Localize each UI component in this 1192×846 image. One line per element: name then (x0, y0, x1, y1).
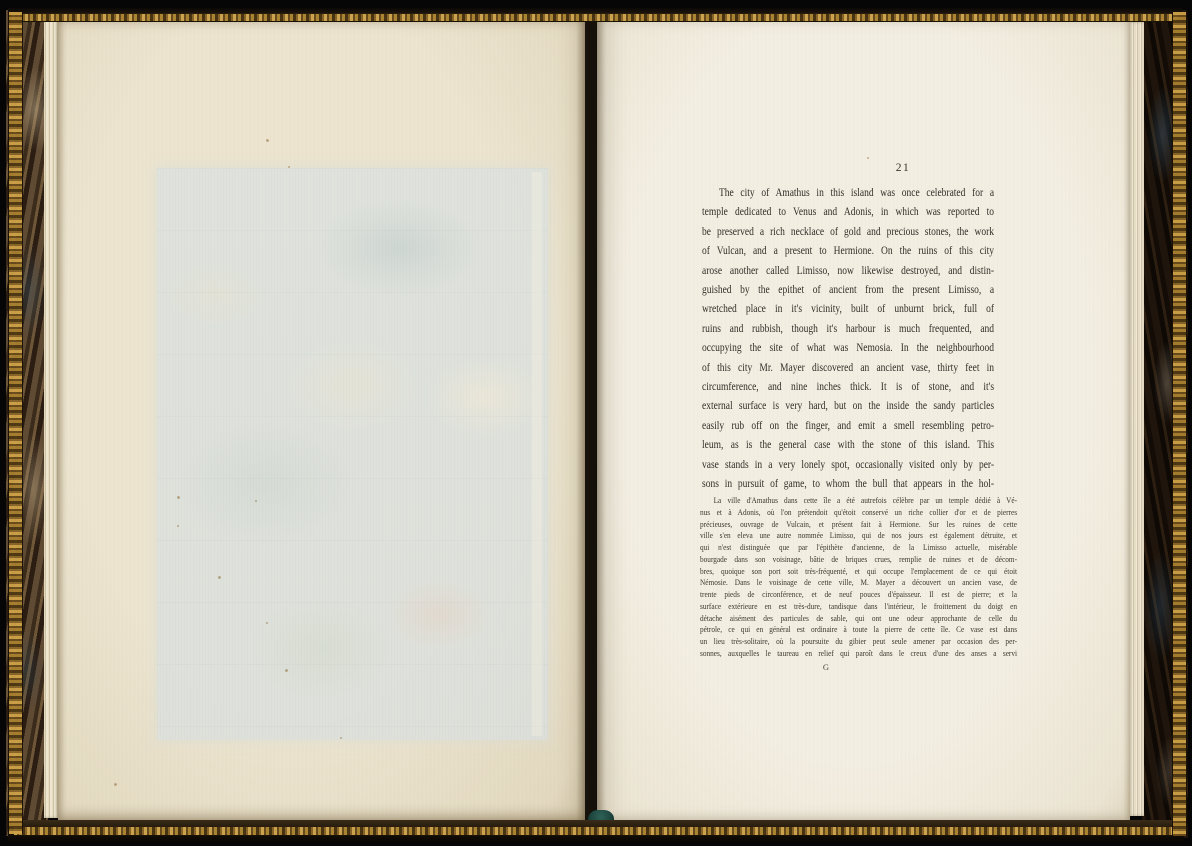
page-number: 21 (895, 162, 911, 174)
text-line: surface extérieure en est très-dure, tandisque dans l'intérieur, le froittement du doigt en (700, 600, 1018, 611)
foxing-spot (288, 166, 290, 168)
foxing-spot (177, 525, 179, 527)
signature-mark: G (822, 662, 830, 672)
gold-tooling-bottom-band (14, 826, 1178, 836)
foxing-spot (255, 500, 257, 502)
text-line: qui n'est distinguée que par l'épithète d'ancienne, de la Limisso actuelle, misérable (700, 542, 1018, 552)
gold-tooling-left-band (8, 12, 23, 834)
text-line: be preserved a rich necklace of gold and precious stones, the work (702, 225, 995, 238)
foxing-spot (114, 783, 117, 786)
plate-ghost-impression (157, 168, 548, 740)
text-line: wretched place in it's vicinity, built of unburnt brick, full of (702, 303, 995, 316)
foxing-spot (285, 669, 288, 672)
book-edge-bottom (8, 820, 1184, 842)
text-line: bres, quoique son port soit très-fréquenté, et qui occupe l'emplacement de ce qui étoit (700, 565, 1018, 576)
gold-tooling-top-band (12, 13, 1178, 22)
foxing-spot (266, 139, 269, 142)
text-line: pétrole, ce qui en général est ordinaire à toute la pierre de cette île. Ce vase est dans (700, 624, 1018, 635)
foxing-spot (266, 622, 268, 624)
text-line: Némosie. Dans le voisinage de cette ville, M. Mayer a découvert un ancien vase, de (700, 577, 1018, 588)
text-line: easily rub off on the finger, and emit a smell resembling petro- (702, 419, 995, 432)
text-line: détache aisément des particules de sable, qui ont une odeur approchante de celle du (700, 612, 1018, 623)
left-page (58, 18, 585, 820)
gold-tooling-right-band (1172, 12, 1187, 836)
text-line: external surface is very hard, but on the inside the sandy particles (702, 400, 995, 413)
text-line: La ville d'Amathus dans cette île a été autrefois célèbre par un temple dédié à Vé- (713, 495, 1018, 505)
text-line: of this city Mr. Mayer discovered an ancient vase, thirty feet in (702, 361, 995, 374)
text-line: of Vulcan, and a present to Hermione. On the ruins of this city (702, 245, 995, 258)
text-line: nus et à Adonis, où l'on prétendoit qu'étoit conservé un riche collier d'or et de pierres (700, 506, 1018, 517)
page-stack-right-edge (1128, 22, 1144, 816)
footnote-paragraph (700, 495, 1017, 660)
text-line: leum, as is the general case with the stone of this island. This (702, 439, 995, 452)
book-edge-top (8, 8, 1182, 22)
body-paragraph (702, 184, 994, 495)
foxing-spot (340, 737, 342, 739)
text-line: The city of Amathus in this island was once celebrated for a (718, 187, 995, 199)
text-line: ruins and rubbish, though it's harbour is much frequented, and (702, 322, 995, 335)
foxing-spot (177, 496, 180, 499)
text-line: temple dedicated to Venus and Adonis, in which was reported to (702, 206, 995, 219)
text-line: un lieu très-solitaire, où la poursuite du gibier peut seule amener par occasion des per- (700, 636, 1018, 646)
text-line: sons in pursuit of game, to whom the bull that appears in the hol- (702, 478, 995, 491)
foxing-spot (867, 157, 869, 159)
text-line: occupying the site of what was Nemosia. In the neighbourhood (702, 342, 995, 355)
text-line: précieuses, ouvrage de Vulcain, et présent fait à Hermione. Sur les ruines de cette (700, 518, 1018, 529)
text-line: vase stands in a very lonely spot, occasionally visited only by per- (702, 458, 995, 471)
text-line: arose another called Limisso, now likewise destroyed, and distin- (702, 264, 995, 277)
text-line: guished by the epithet of ancient from the present Limisso, a (702, 284, 995, 297)
text-line: sonnes, auxquelles le taureau en relief qui paroît dans le creux d'une des anses a servi (700, 647, 1018, 658)
right-page (597, 16, 1130, 824)
foxing-spot (218, 576, 221, 579)
text-line: trente pieds de circonférence, et de neuf pouces d'épaisseur. Il est de pierre; et la (700, 589, 1018, 599)
text-line: ville s'en eleva une autre nommée Limisso, qui de nos jours est également détruite, et (700, 530, 1018, 541)
text-line: circumference, and nine inches thick. It is of stone, and it's (702, 381, 995, 394)
page-stack-left-edge (44, 16, 59, 818)
text-line: bourgade dans son voisinage, bâtie de briques crues, remplie de ruines et de décom- (700, 553, 1018, 564)
